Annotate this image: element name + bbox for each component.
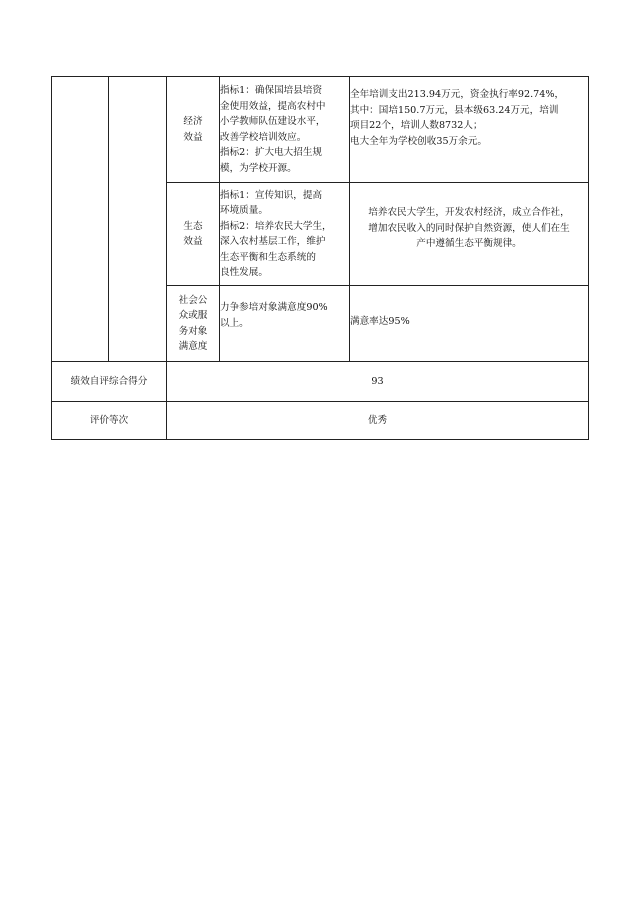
score-label: 绩效自评综合得分 [52, 362, 167, 402]
text-line: 效益 [183, 131, 203, 143]
text-line: 指标1：确保国培县培资 [220, 85, 323, 96]
result-cell [350, 183, 589, 286]
category-cell [167, 286, 220, 362]
text-line: 小学教师队伍建设水平， [220, 116, 326, 127]
text-line: 全年培训支出213.94万元，资金执行率92.74%， [350, 89, 565, 100]
text-line: 产中遵循生态平衡规律。 [416, 238, 522, 249]
text-line: 项目22个，培训人数8732人； [350, 120, 483, 131]
text-line: 众或服 [178, 310, 208, 321]
score-value: 93 [167, 362, 589, 402]
text-line: 增加农民收入的同时保护自然资源，使人们在生 [368, 222, 570, 234]
text-line: 环境质量。 [220, 205, 268, 216]
text-line: 生态平衡和生态系统的 [220, 251, 316, 263]
text-line: 社会公 [178, 294, 208, 306]
result-cell [350, 286, 589, 362]
blank-cell-b [109, 77, 167, 362]
text-line: 模，为学校开源。 [220, 162, 297, 174]
text-line: 指标2：培养农民大学生， [220, 220, 332, 232]
result-cell [350, 77, 589, 183]
text-line: 电大全年为学校创收35万余元。 [350, 135, 487, 147]
text-line: 其中：国培150.7万元，县本级63.24万元，培训 [350, 104, 559, 116]
text-line: 深入农村基层工作，维护 [220, 236, 326, 247]
indicator-cell [220, 183, 350, 286]
grade-row [52, 402, 589, 440]
text-line: 培养农民大学生，开发农村经济，成立合作社， [368, 207, 570, 218]
text-line: 力争参培对象满意度90% [220, 302, 328, 313]
text-line: 满意度 [178, 341, 208, 352]
grade-label: 评价等次 [52, 402, 167, 440]
category-cell [167, 183, 220, 286]
category-cell [167, 77, 220, 183]
grade-value: 优秀 [167, 402, 589, 440]
text-line: 指标2：扩大电大招生规 [220, 147, 323, 158]
text-line: 改善学校培训效应。 [220, 131, 307, 143]
text-line: 良性发展。 [220, 267, 268, 278]
text-line: 金使用效益，提高农村中 [220, 100, 326, 112]
text-line: 以上。 [220, 317, 249, 329]
text-line: 生态 [183, 220, 203, 232]
text-line: 效益 [183, 236, 203, 247]
indicator-cell [220, 286, 350, 362]
text-line: 务对象 [178, 325, 208, 337]
text-line: 指标1：宣传知识，提高 [220, 189, 323, 201]
text-line: 满意率达95% [350, 316, 410, 327]
table-row [52, 77, 589, 183]
performance-table [51, 76, 589, 440]
text-line: 经济 [183, 116, 203, 127]
indicator-cell [220, 77, 350, 183]
blank-cell-a [52, 77, 109, 362]
score-row [52, 362, 589, 402]
